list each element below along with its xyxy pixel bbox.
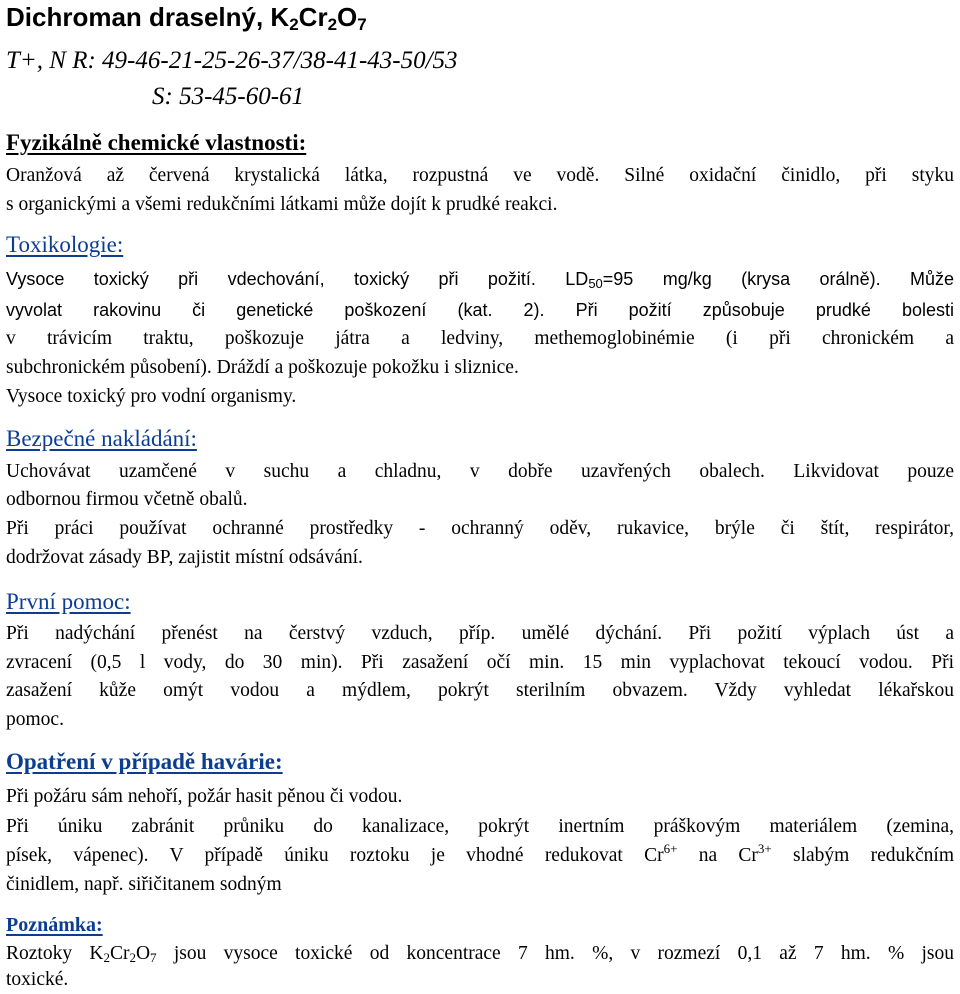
note-line-2: toxické. xyxy=(6,969,69,990)
toxicology-line-3: v trávicím traktu, poškozuje játra a ledviny, methemoglobinémie (i při chronickém a xyxy=(6,328,954,349)
physchem-line-2: s organickými a všemi redukčními látkami může dojít k prudké reakci. xyxy=(6,194,558,215)
first-aid-line-3: zasažení kůže omýt vodou a mýdlem, pokrýt sterilním obvazem. Vždy vyhledat lékařskou xyxy=(6,680,954,701)
accident-line-1: Při požáru sám nehoří, požár hasit pěnou či vodou. xyxy=(6,786,403,807)
first-aid-line-2: zvracení (0,5 l vody, do 30 min). Při zasažení očí min. 15 min vyplachovat tekoucí vodou. Při xyxy=(6,652,954,673)
toxicology-line-2: vyvolat rakovinu či genetické poškození (kat. 2). Při požití způsobuje prudké bolesti xyxy=(6,300,954,320)
toxicology-line-1: Vysoce toxický při vdechování, toxický při požití. $LD_{50}=95$ mg/kg (krysa orálně). Může xyxy=(6,269,954,291)
note-heading: Poznámka: xyxy=(6,914,103,936)
first-aid-heading: První pomoc: xyxy=(6,589,131,614)
accident-line-4: činidlem, např. siřičitanem sodným xyxy=(6,874,282,895)
accident-line-2: Při úniku zabránit průniku do kanalizace, pokrýt inertním práškovým materiálem (zemina, xyxy=(6,816,954,837)
toxicology-heading: Toxikologie: xyxy=(6,232,124,257)
toxicology-line-5: Vysoce toxický pro vodní organismy. xyxy=(6,386,297,407)
toxicology-line-4: subchronickém působení). Dráždí a poškozuje pokožku i sliznice. xyxy=(6,357,519,378)
physchem-line-1: Oranžová až červená krystalická látka, rozpustná ve vodě. Silné oxidační činidlo, při styku xyxy=(6,165,954,186)
first-aid-line-1: Při nadýchání přenést na čerstvý vzduch, příp. umělé dýchání. Při požití výplach úst a xyxy=(6,623,954,644)
note-line-1: Roztoky $K_2Cr_2O_7$ jsou vysoce toxické od koncentrace 7 hm. %, v rozmezí 0,1 až 7 hm. % jsou xyxy=(6,943,954,965)
r-phrases: T+, N R: 49-46-21-25-26-37/38-41-43-50/53 xyxy=(6,47,458,74)
handling-line-2: odbornou firmou včetně obalů. xyxy=(6,489,248,510)
handling-heading: Bezpečné nakládání: xyxy=(6,426,197,451)
accident-line-3: písek, vápenec). V případě úniku roztoku je vhodné redukovat $Cr^{6+}$ na $Cr^{3+}$ slabým redukčním xyxy=(6,841,955,866)
handling-line-1: Uchovávat uzamčené v suchu a chladnu, v dobře uzavřených obalech. Likvidovat pouze xyxy=(6,461,954,482)
accident-heading: Opatření v případě havárie: xyxy=(6,749,283,774)
handling-line-3: Při práci používat ochranné prostředky - ochranný oděv, rukavice, brýle či štít, respirátor, xyxy=(6,518,954,539)
s-phrases: S: 53-45-60-61 xyxy=(152,83,305,110)
handling-line-4: dodržovat zásady BP, zajistit místní odsávání. xyxy=(6,547,363,568)
page-title: Dichroman draselný, $K_2Cr_2O_7$ xyxy=(6,2,367,34)
first-aid-line-4: pomoc. xyxy=(6,709,64,730)
physchem-heading: Fyzikálně chemické vlastnosti: xyxy=(6,130,307,155)
